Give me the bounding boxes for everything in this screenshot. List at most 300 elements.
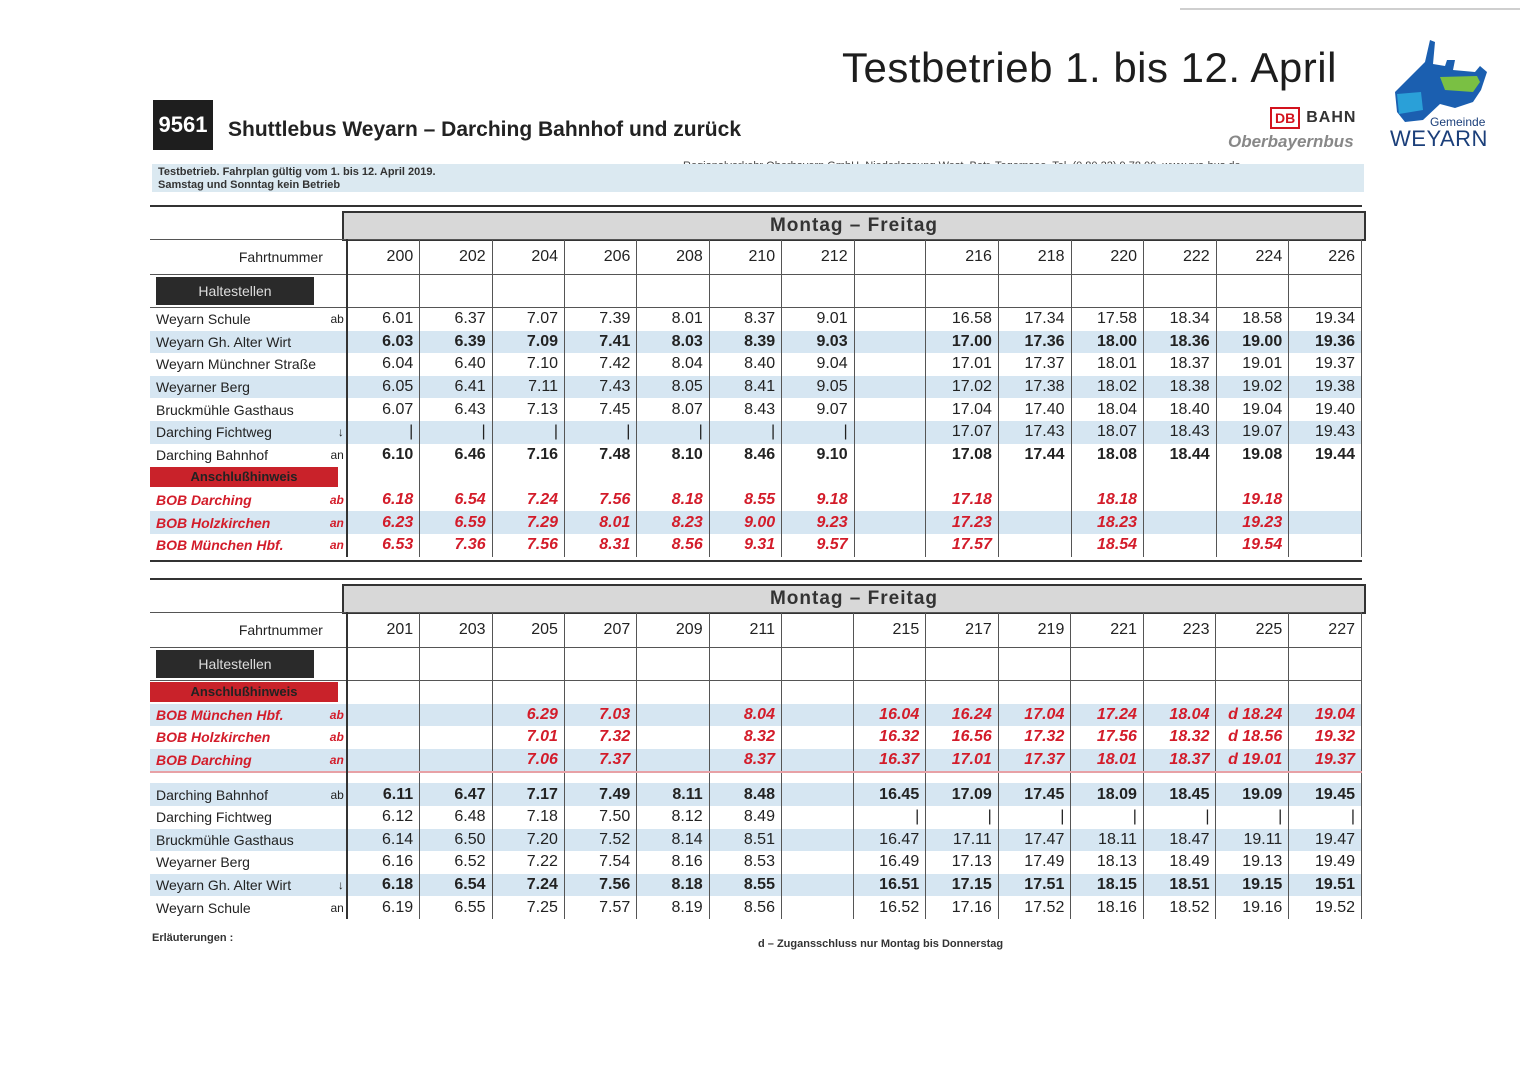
stop-name: Weyarn Gh. Alter Wirt: [150, 331, 327, 354]
time-cell: d 19.01: [1216, 749, 1289, 773]
time-cell: [1289, 511, 1362, 534]
time-cell: 19.43: [1289, 421, 1362, 444]
time-cell: 16.45: [853, 783, 926, 806]
connection-row: [150, 704, 1362, 727]
table-rule: [150, 578, 1362, 580]
time-cell: 9.10: [782, 444, 854, 467]
empty-cell: [492, 275, 564, 308]
time-cell: 7.24: [492, 874, 564, 897]
separator-cell: [926, 772, 999, 783]
time-cell: 7.45: [565, 398, 637, 421]
time-cell: 9.03: [782, 331, 854, 354]
time-cell: 7.49: [564, 783, 636, 806]
time-cell: 9.31: [709, 534, 781, 557]
time-cell: 6.40: [420, 353, 492, 376]
arrival-departure-marker: an: [327, 511, 347, 534]
time-cell: 8.46: [709, 444, 781, 467]
time-cell: d 18.56: [1216, 726, 1289, 749]
time-cell: 8.31: [565, 534, 637, 557]
page-title: Testbetrieb 1. bis 12. April: [842, 44, 1337, 91]
connection-row: [150, 489, 1362, 512]
time-cell: 17.04: [926, 398, 999, 421]
time-cell: 19.37: [1289, 353, 1362, 376]
time-cell: 18.37: [1144, 353, 1217, 376]
time-cell: 17.36: [998, 331, 1071, 354]
stop-row: [150, 874, 1362, 897]
connection-row: [150, 726, 1362, 749]
stop-name: Weyarn Gh. Alter Wirt: [150, 874, 327, 897]
time-cell: 17.08: [926, 444, 999, 467]
time-cell: 17.32: [998, 726, 1071, 749]
time-cell: 6.01: [347, 308, 420, 331]
stop-name: Weyarn Schule: [156, 311, 251, 328]
time-cell: [420, 749, 492, 773]
time-cell: 7.10: [492, 353, 564, 376]
trip-number: 200: [347, 240, 420, 275]
trip-number: 206: [565, 240, 637, 275]
time-cell: 18.34: [1144, 308, 1217, 331]
time-cell: 7.06: [492, 749, 564, 773]
empty-cell: [853, 681, 926, 704]
stop-row: [150, 308, 1362, 331]
time-cell: 6.48: [420, 806, 492, 829]
separator-cell: [998, 772, 1071, 783]
empty-cell: [1071, 681, 1144, 704]
time-cell: 19.40: [1289, 398, 1362, 421]
time-cell: 6.29: [492, 704, 564, 727]
haltestellen-label: Haltestellen: [156, 277, 314, 305]
arrival-departure-marker: an: [327, 896, 347, 919]
arrival-departure-marker: [327, 398, 347, 421]
time-cell: [781, 749, 853, 773]
time-cell: 6.07: [347, 398, 420, 421]
time-cell: 8.56: [709, 896, 781, 919]
time-cell: 6.47: [420, 783, 492, 806]
time-cell: 8.23: [637, 511, 709, 534]
stop-row: [150, 806, 1362, 829]
empty-cell: [492, 681, 564, 704]
time-cell: 19.34: [1289, 308, 1362, 331]
time-cell: 18.07: [1071, 421, 1144, 444]
time-cell: [998, 489, 1071, 512]
arrival-departure-marker: [327, 851, 347, 874]
empty-cell: [781, 648, 853, 681]
fahrtnummer-label: Fahrtnummer: [150, 613, 327, 648]
time-cell: 18.23: [1071, 511, 1144, 534]
time-cell: 18.01: [1071, 749, 1144, 773]
time-cell: 6.43: [420, 398, 492, 421]
time-cell: 7.56: [492, 534, 564, 557]
stop-row: [150, 398, 1362, 421]
time-cell: 9.07: [782, 398, 854, 421]
time-cell: 16.24: [926, 704, 999, 727]
time-cell: |: [926, 806, 999, 829]
time-cell: 7.18: [492, 806, 564, 829]
time-cell: 8.56: [637, 534, 709, 557]
top-rule: [1180, 8, 1520, 10]
trip-number: 210: [709, 240, 781, 275]
empty-cell: [637, 275, 709, 308]
time-cell: [1289, 489, 1362, 512]
empty-cell: [854, 466, 926, 489]
time-cell: 19.15: [1216, 874, 1289, 897]
stop-name: BOB München Hbf.: [156, 537, 284, 554]
trip-number: 215: [853, 613, 926, 648]
time-cell: 6.53: [347, 534, 420, 557]
time-cell: 19.04: [1289, 704, 1362, 727]
time-cell: 7.56: [565, 489, 637, 512]
empty-cell: [782, 275, 854, 308]
time-cell: [347, 749, 420, 773]
time-cell: 18.40: [1144, 398, 1217, 421]
time-cell: 16.04: [853, 704, 926, 727]
time-cell: 8.43: [709, 398, 781, 421]
stop-name: Weyarn Schule: [156, 899, 251, 916]
time-cell: 17.13: [926, 851, 999, 874]
trip-number: 201: [347, 613, 420, 648]
empty-cell: [709, 275, 781, 308]
time-cell: 17.37: [998, 749, 1071, 773]
haltestellen-cell: [150, 275, 327, 308]
empty-cell: [347, 466, 420, 489]
time-cell: |: [347, 421, 420, 444]
empty-cell: [926, 648, 999, 681]
time-cell: 6.37: [420, 308, 492, 331]
time-cell: 8.53: [709, 851, 781, 874]
time-cell: 8.01: [637, 308, 709, 331]
time-cell: 8.07: [637, 398, 709, 421]
time-cell: [854, 534, 926, 557]
separator-cell: [1289, 772, 1362, 783]
time-cell: 17.00: [926, 331, 999, 354]
time-cell: 7.57: [564, 896, 636, 919]
empty-cell: [420, 275, 492, 308]
arrival-departure-marker: an: [327, 534, 347, 557]
time-cell: 9.23: [782, 511, 854, 534]
connection-row: [150, 749, 1362, 773]
arrival-departure-marker: ↓: [327, 421, 347, 444]
arrival-departure-marker: ab: [327, 489, 347, 512]
empty-cell: [1144, 275, 1217, 308]
trip-number: 226: [1289, 240, 1362, 275]
time-cell: 18.16: [1071, 896, 1144, 919]
time-cell: 16.58: [926, 308, 999, 331]
time-cell: 18.11: [1071, 829, 1144, 852]
stop-name: BOB Darching: [150, 749, 327, 773]
time-cell: 8.37: [709, 749, 781, 773]
time-cell: 8.16: [637, 851, 709, 874]
time-cell: 6.03: [347, 331, 420, 354]
haltestellen-row: [150, 648, 1362, 681]
empty-cell: [1071, 466, 1144, 489]
time-cell: [781, 726, 853, 749]
time-cell: [854, 511, 926, 534]
trip-number: 208: [637, 240, 709, 275]
time-cell: 8.41: [709, 376, 781, 399]
empty-cell: [854, 275, 926, 308]
arrival-departure-marker: [327, 806, 347, 829]
time-cell: 17.57: [926, 534, 999, 557]
time-cell: [998, 511, 1071, 534]
time-cell: 18.15: [1071, 874, 1144, 897]
time-cell: [854, 421, 926, 444]
time-cell: 7.24: [492, 489, 564, 512]
time-cell: 6.55: [420, 896, 492, 919]
validity-line: Testbetrieb. Fahrplan gültig vom 1. bis 12. April 2019.: [158, 166, 436, 178]
empty-cell: [1216, 275, 1289, 308]
time-cell: 9.05: [782, 376, 854, 399]
time-cell: 8.03: [637, 331, 709, 354]
time-cell: 6.23: [347, 511, 420, 534]
time-cell: 7.39: [565, 308, 637, 331]
time-cell: 17.58: [1071, 308, 1144, 331]
time-cell: 17.49: [998, 851, 1071, 874]
validity-note: [158, 166, 436, 192]
inbound-grid: [150, 612, 1362, 919]
time-cell: 8.10: [637, 444, 709, 467]
empty-cell: [1143, 681, 1216, 704]
time-cell: 18.52: [1143, 896, 1216, 919]
time-cell: 18.18: [1071, 489, 1144, 512]
time-cell: 9.00: [709, 511, 781, 534]
trip-number: 227: [1289, 613, 1362, 648]
trip-number: [854, 240, 926, 275]
time-cell: [1289, 534, 1362, 557]
fahrtnummer-label: Fahrtnummer: [150, 240, 327, 275]
time-cell: [781, 783, 853, 806]
separator-cell: [1216, 772, 1289, 783]
marker-cell: [327, 648, 347, 681]
separator-cell: [347, 772, 420, 783]
time-cell: 18.36: [1144, 331, 1217, 354]
time-cell: 18.13: [1071, 851, 1144, 874]
time-cell: 8.32: [709, 726, 781, 749]
time-cell: [854, 376, 926, 399]
time-cell: |: [1143, 806, 1216, 829]
empty-cell: [637, 648, 709, 681]
time-cell: 8.18: [637, 874, 709, 897]
time-cell: 19.16: [1216, 896, 1289, 919]
empty-cell: [420, 681, 492, 704]
table-bottom-rule: [150, 560, 1362, 562]
time-cell: 18.04: [1143, 704, 1216, 727]
trip-number: 203: [420, 613, 492, 648]
time-cell: 17.47: [998, 829, 1071, 852]
gemeinde-label: Gemeinde: [1430, 115, 1486, 129]
db-mark: DB: [1270, 107, 1300, 129]
time-cell: 7.41: [565, 331, 637, 354]
time-cell: 19.18: [1216, 489, 1289, 512]
time-cell: 9.57: [782, 534, 854, 557]
time-cell: 19.04: [1216, 398, 1289, 421]
time-cell: 19.00: [1216, 331, 1289, 354]
time-cell: 17.38: [998, 376, 1071, 399]
time-cell: 16.37: [853, 749, 926, 773]
time-cell: 18.54: [1071, 534, 1144, 557]
empty-cell: [853, 648, 926, 681]
time-cell: 8.04: [637, 353, 709, 376]
time-cell: 7.37: [564, 749, 636, 773]
empty-cell: [1289, 275, 1362, 308]
time-cell: [347, 704, 420, 727]
time-cell: 7.29: [492, 511, 564, 534]
stop-name: Darching Fichtweg: [156, 809, 272, 826]
time-cell: [347, 726, 420, 749]
time-cell: 18.37: [1143, 749, 1216, 773]
empty-cell: [998, 466, 1071, 489]
time-cell: 7.22: [492, 851, 564, 874]
stop-name: Darching Bahnhof: [150, 783, 327, 806]
empty-cell: [564, 681, 636, 704]
time-cell: 6.18: [347, 874, 420, 897]
time-cell: 16.49: [853, 851, 926, 874]
time-cell: 19.47: [1289, 829, 1362, 852]
trip-number: 218: [998, 240, 1071, 275]
separator-cell: [853, 772, 926, 783]
arrival-departure-marker: an: [327, 444, 347, 467]
time-cell: 17.40: [998, 398, 1071, 421]
erlaeuterungen-label: Erläuterungen :: [152, 932, 234, 944]
weyarn-label: WEYARN: [1390, 126, 1488, 151]
empty-cell: [420, 648, 492, 681]
trip-number: 220: [1071, 240, 1144, 275]
time-cell: 8.51: [709, 829, 781, 852]
time-cell: 6.41: [420, 376, 492, 399]
arrival-departure-marker: ↓: [327, 874, 347, 897]
time-cell: [1144, 511, 1217, 534]
empty-cell: [565, 275, 637, 308]
empty-cell: [1216, 648, 1289, 681]
time-cell: 18.00: [1071, 331, 1144, 354]
time-cell: 18.32: [1143, 726, 1216, 749]
time-cell: 7.36: [420, 534, 492, 557]
time-cell: 8.55: [709, 489, 781, 512]
outbound-grid: [150, 239, 1362, 557]
time-cell: [637, 704, 709, 727]
time-cell: 19.13: [1216, 851, 1289, 874]
empty-cell: [564, 648, 636, 681]
time-cell: d 18.24: [1216, 704, 1289, 727]
trip-number: 223: [1143, 613, 1216, 648]
arrival-departure-marker: ab: [327, 308, 347, 331]
time-cell: 7.56: [564, 874, 636, 897]
time-cell: 7.32: [564, 726, 636, 749]
empty-cell: [782, 466, 854, 489]
time-cell: 6.11: [347, 783, 420, 806]
time-cell: 7.42: [565, 353, 637, 376]
time-cell: 19.54: [1216, 534, 1289, 557]
time-cell: 18.09: [1071, 783, 1144, 806]
empty-cell: [998, 681, 1071, 704]
outbound-day-bar: Montag – Freitag: [342, 211, 1366, 241]
time-cell: |: [565, 421, 637, 444]
stop-name: Weyarner Berg: [150, 376, 327, 399]
trip-number: 217: [926, 613, 999, 648]
stop-row: [150, 444, 1362, 467]
time-cell: 6.59: [420, 511, 492, 534]
time-cell: 19.49: [1289, 851, 1362, 874]
time-cell: |: [709, 421, 781, 444]
time-cell: 7.13: [492, 398, 564, 421]
time-cell: 6.39: [420, 331, 492, 354]
stop-name: Darching Fichtweg: [150, 421, 327, 444]
empty-cell: [926, 466, 999, 489]
empty-cell: [492, 466, 564, 489]
time-cell: 17.24: [1071, 704, 1144, 727]
time-cell: 18.04: [1071, 398, 1144, 421]
time-cell: 17.01: [926, 749, 999, 773]
time-cell: 8.49: [709, 806, 781, 829]
time-cell: 6.18: [347, 489, 420, 512]
time-cell: 18.49: [1143, 851, 1216, 874]
time-cell: |: [1071, 806, 1144, 829]
time-cell: 17.09: [926, 783, 999, 806]
time-cell: 8.55: [709, 874, 781, 897]
time-cell: 6.16: [347, 851, 420, 874]
time-cell: 18.51: [1143, 874, 1216, 897]
time-cell: 17.51: [998, 874, 1071, 897]
time-cell: 17.11: [926, 829, 999, 852]
time-cell: [854, 398, 926, 421]
time-cell: 18.44: [1144, 444, 1217, 467]
empty-cell: [926, 681, 999, 704]
time-cell: 7.07: [492, 308, 564, 331]
time-cell: 18.43: [1144, 421, 1217, 444]
time-cell: 18.47: [1143, 829, 1216, 852]
stop-name: Bruckmühle Gasthaus: [156, 401, 294, 418]
anschluss-cell: [150, 681, 347, 704]
empty-cell: [637, 681, 709, 704]
anschluss-row: [150, 466, 1362, 489]
separator-cell: [492, 772, 564, 783]
time-cell: 19.07: [1216, 421, 1289, 444]
time-cell: 6.50: [420, 829, 492, 852]
time-cell: 19.36: [1289, 331, 1362, 354]
empty-cell: [709, 466, 781, 489]
stop-row: [150, 331, 1362, 354]
time-cell: 9.01: [782, 308, 854, 331]
empty-cell: [637, 466, 709, 489]
time-cell: [781, 829, 853, 852]
time-cell: 6.12: [347, 806, 420, 829]
time-cell: |: [998, 806, 1071, 829]
empty-cell: [1143, 648, 1216, 681]
arrival-departure-marker: ab: [327, 783, 347, 806]
stop-row: [150, 851, 1362, 874]
time-cell: 8.19: [637, 896, 709, 919]
time-cell: 6.54: [420, 489, 492, 512]
time-cell: 7.03: [564, 704, 636, 727]
time-cell: [998, 534, 1071, 557]
anschluss-row: [150, 681, 1362, 704]
marker-cell: [327, 613, 347, 648]
time-cell: 16.56: [926, 726, 999, 749]
empty-cell: [1071, 275, 1144, 308]
time-cell: [781, 874, 853, 897]
haltestellen-row: [150, 275, 1362, 308]
stop-name: BOB Darching: [156, 492, 252, 509]
time-cell: 8.11: [637, 783, 709, 806]
time-cell: 18.02: [1071, 376, 1144, 399]
time-cell: 16.51: [853, 874, 926, 897]
time-cell: 19.37: [1289, 749, 1362, 773]
empty-cell: [347, 681, 420, 704]
stop-name: Darching Bahnhof: [156, 446, 269, 463]
time-cell: |: [420, 421, 492, 444]
empty-cell: [709, 648, 781, 681]
time-cell: 8.37: [709, 308, 781, 331]
db-bahn-logo: [1270, 107, 1356, 129]
